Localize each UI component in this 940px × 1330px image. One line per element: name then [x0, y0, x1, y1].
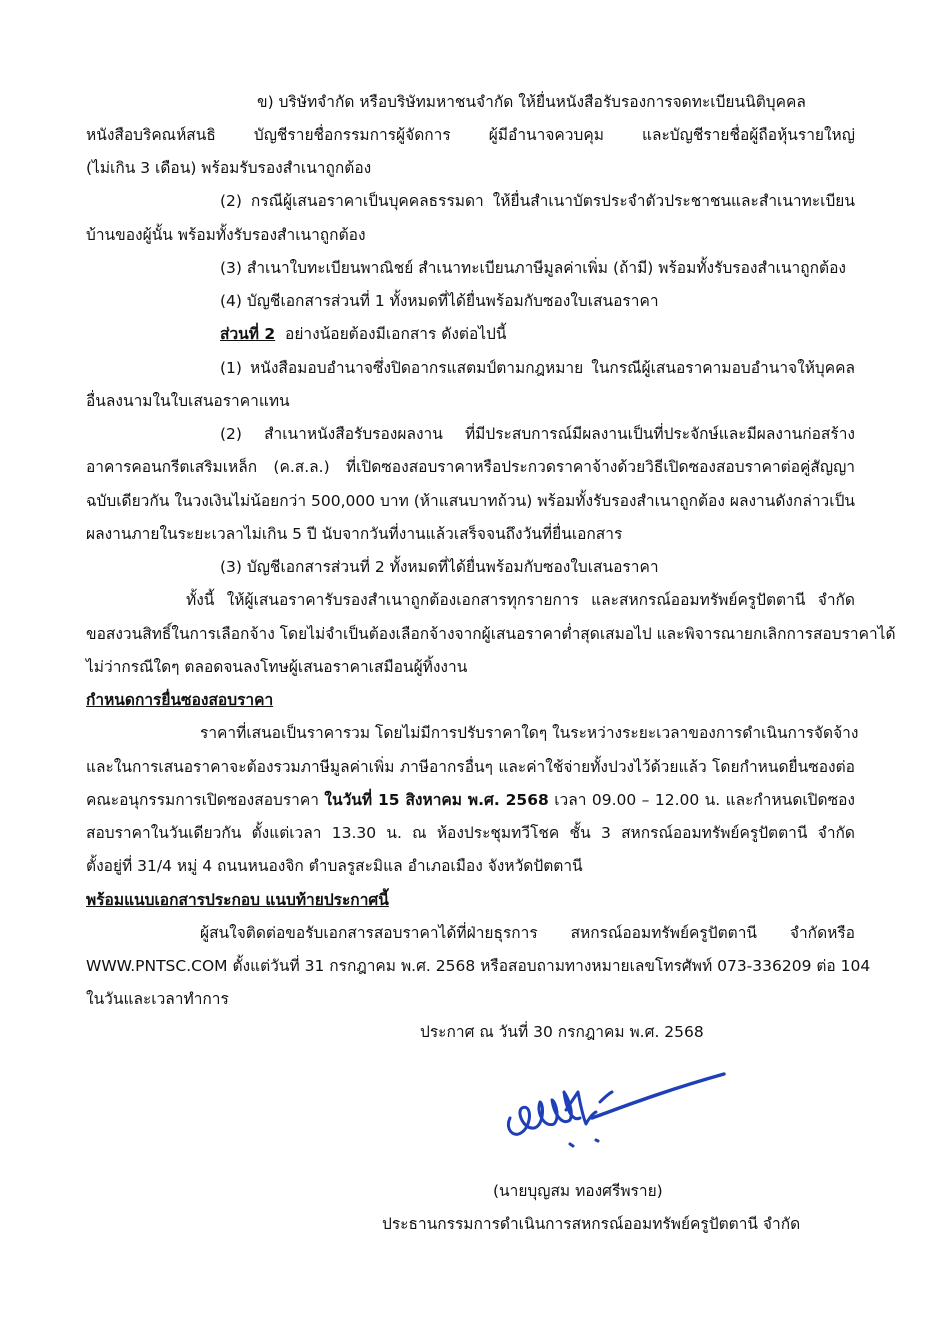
- contact-line-1: ผู้สนใจติดต่อขอรับเอกสารสอบราคาได้ที่ฝ่ายธุรการ สหกรณ์ออมทรัพย์ครูปัตตานี จำกัดหรือ: [200, 924, 855, 942]
- para-kho-line-2: หนังสือบริคณห์สนธิ บัญชีรายชื่อกรรมการผู้จัดการ ผู้มีอำนาจควบคุม และบัญชีรายชื่อผู้ถือหุ้นรายใหญ่: [86, 126, 855, 144]
- para-all-line-2: ขอสงวนสิทธิ์ในการเลือกจ้าง โดยไม่จำเป็นต้องเลือกจ้างจากผู้เสนอราคาต่ำสุดเสมอไป และพิจารณายกเลิกการสอบราคาได้: [86, 625, 896, 643]
- item-2-line-1: (2) กรณีผู้เสนอราคาเป็นบุคคลธรรมดา ให้ยื่นสำเนาบัตรประจำตัวประชาชนและสำเนาทะเบียน: [220, 192, 855, 210]
- item-2-line-2: บ้านของผู้นั้น พร้อมทั้งรับรองสำเนาถูกต้อง: [86, 226, 366, 244]
- heading-deadline: กำหนดการยื่นซองสอบราคา: [86, 691, 274, 709]
- deadline-line-3: [86, 793, 855, 809]
- para-kho-line-3: (ไม่เกิน 3 เดือน) พร้อมรับรองสำเนาถูกต้อง: [86, 159, 372, 177]
- para-all-line-3: ไม่ว่ากรณีใดๆ ตลอดจนลงโทษผู้เสนอราคาเสมือนผู้ทิ้งงาน: [86, 658, 468, 676]
- deadline-line-3-b: เวลา 09.00 – 12.00 น. และกำหนดเปิดซอง: [554, 791, 855, 809]
- p2-item-2-line-4: ผลงานภายในระยะเวลาไม่เกิน 5 ปี นับจากวันที่งานแล้วเสร็จจนถึงวันที่ยื่นเอกสาร: [86, 525, 623, 543]
- p2-item-3: (3) บัญชีเอกสารส่วนที่ 2 ทั้งหมดที่ได้ยื่นพร้อมกับซองใบเสนอราคา: [220, 558, 659, 576]
- deadline-line-1: ราคาที่เสนอเป็นราคารวม โดยไม่มีการปรับราคาใดๆ ในระหว่างระยะเวลาของการดำเนินการจัดจ้าง: [200, 724, 859, 742]
- p2-item-1-line-1: (1) หนังสือมอบอำนาจซึ่งปิดอากรแสตมป์ตามกฎหมาย ในกรณีผู้เสนอราคามอบอำนาจให้บุคคล: [220, 359, 855, 377]
- part-2-text: อย่างน้อยต้องมีเอกสาร ดังต่อไปนี้: [285, 325, 507, 343]
- item-3: (3) สำเนาใบทะเบียนพาณิชย์ สำเนาทะเบียนภาษีมูลค่าเพิ่ม (ถ้ามี) พร้อมทั้งรับรองสำเนาถูกต้อง: [220, 259, 846, 277]
- deadline-line-5: ตั้งอยู่ที่ 31/4 หมู่ 4 ถนนหนองจิก ตำบลรูสะมิแล อำเภอเมือง จังหวัดปัตตานี: [86, 857, 583, 875]
- p2-item-2-line-2: อาคารคอนกรีตเสริมเหล็ก (ค.ส.ล.) ที่เปิดซองสอบราคาหรือประกวดราคาจ้างด้วยวิธีเปิดซองสอบราคาต่อคู่สัญญา: [86, 458, 855, 476]
- heading-attach: พร้อมแนบเอกสารประกอบ แนบท้ายประกาศนี้: [86, 891, 389, 909]
- p2-item-2-line-3: ฉบับเดียวกัน ในวงเงินไม่น้อยกว่า 500,000 บาท (ห้าแสนบาทถ้วน) พร้อมทั้งรับรองสำเนาถูกต้อง ผลงานดังกล่าวเป็น: [86, 492, 855, 510]
- signer-title: ประธานกรรมการดำเนินการสหกรณ์ออมทรัพย์ครูปัตตานี จำกัด: [382, 1215, 801, 1233]
- signer-name: (นายบุญสม ทองศรีพราย): [493, 1182, 663, 1200]
- deadline-date: ในวันที่ 15 สิงหาคม พ.ศ. 2568: [324, 791, 549, 809]
- part-2-label: ส่วนที่ 2: [220, 325, 276, 343]
- signature-image: [500, 1068, 730, 1158]
- p2-item-1-line-2: อื่นลงนามในใบเสนอราคาแทน: [86, 392, 290, 410]
- signature-strokes: [508, 1074, 724, 1146]
- announce-date: ประกาศ ณ วันที่ 30 กรกฎาคม พ.ศ. 2568: [420, 1023, 704, 1041]
- deadline-line-3-a: คณะอนุกรรมการเปิดซองสอบราคา: [86, 791, 319, 809]
- contact-line-3: ในวันและเวลาทำการ: [86, 990, 229, 1008]
- contact-line-2: WWW.PNTSC.COM ตั้งแต่วันที่ 31 กรกฎาคม พ.ศ. 2568 หรือสอบถามทางหมายเลขโทรศัพท์ 073-336209 ต่อ 104: [86, 957, 871, 975]
- deadline-line-2: และในการเสนอราคาจะต้องรวมภาษีมูลค่าเพิ่ม ภาษีอากรอื่นๆ และค่าใช้จ่ายทั้งปวงไว้ด้วยแล้ว โดยกำหนดยื่นซองต่อ: [86, 758, 855, 776]
- p2-item-2-line-1: (2) สำเนาหนังสือรับรองผลงาน ที่มีประสบการณ์มีผลงานเป็นที่ประจักษ์และมีผลงานก่อสร้าง: [220, 425, 855, 443]
- para-all-line-1: ทั้งนี้ ให้ผู้เสนอราคารับรองสำเนาถูกต้องเอกสารทุกรายการ และสหกรณ์ออมทรัพย์ครูปัตตานี จำกัด: [186, 591, 855, 609]
- part-2-heading: [220, 327, 507, 343]
- para-kho-line-1: ข) บริษัทจำกัด หรือบริษัทมหาชนจำกัด ให้ยื่นหนังสือรับรองการจดทะเบียนนิติบุคคล: [257, 93, 806, 111]
- item-4: (4) บัญชีเอกสารส่วนที่ 1 ทั้งหมดที่ได้ยื่นพร้อมกับซองใบเสนอราคา: [220, 292, 659, 310]
- deadline-line-4: สอบราคาในวันเดียวกัน ตั้งแต่เวลา 13.30 น. ณ ห้องประชุมทวีโชค ชั้น 3 สหกรณ์ออมทรัพย์ครูปัตตานี จำกัด: [86, 824, 855, 842]
